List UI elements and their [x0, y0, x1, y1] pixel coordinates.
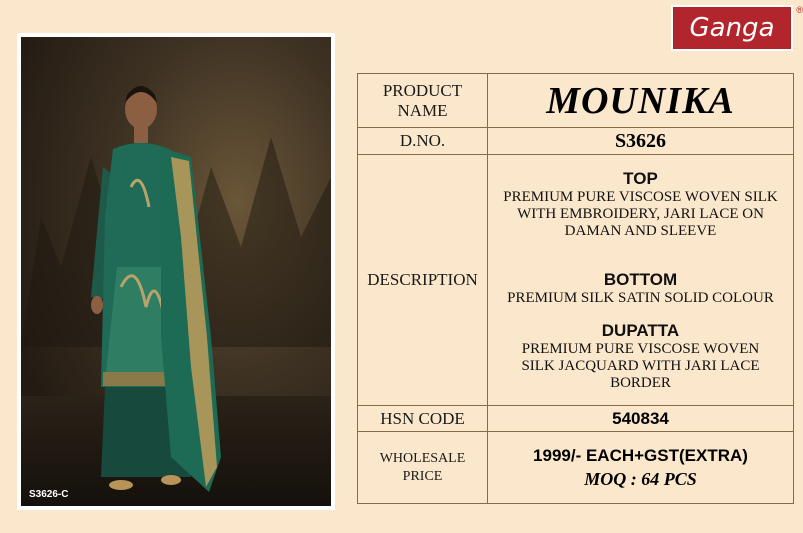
description-label: DESCRIPTION [358, 155, 488, 406]
top-text: PREMIUM PURE VISCOSE WOVEN SILK WITH EMBROIDERY, JARI LACE ON DAMAN AND SLEEVE [503, 188, 778, 239]
top-heading: TOP [623, 168, 658, 188]
row-dno [358, 128, 794, 155]
row-description [358, 155, 794, 406]
row-product-name [358, 74, 794, 128]
bottom-heading: BOTTOM [603, 269, 678, 289]
dno-value: S3626 [488, 128, 794, 155]
dno-label: D.NO. [358, 128, 488, 155]
registered-mark: ® [796, 5, 803, 15]
wholesale-cell [488, 432, 794, 504]
hsn-label: HSN CODE [358, 406, 488, 432]
bottom-text: PREMIUM SILK SATIN SOLID COLOUR [507, 289, 774, 306]
product-photo-frame [17, 33, 335, 510]
brand-name: Ganga [689, 13, 775, 43]
row-hsn [358, 406, 794, 432]
model-figure [21, 37, 331, 506]
product-name-value: MOUNIKA [488, 74, 794, 128]
hsn-value: 540834 [488, 406, 794, 432]
product-name-label: PRODUCT NAME [358, 74, 488, 128]
dupatta-heading: DUPATTA [601, 320, 680, 340]
dupatta-text: PREMIUM PURE VISCOSE WOVEN SILK JACQUARD WITH JARI LACE BORDER [521, 340, 760, 391]
row-wholesale [358, 432, 794, 504]
moq-value: MOQ : 64 PCS [584, 468, 697, 489]
description-cell [488, 155, 794, 406]
product-info-table [357, 73, 794, 504]
wholesale-label: WHOLESALE PRICE [358, 432, 488, 504]
price-value: 1999/- EACH+GST(EXTRA) [533, 445, 748, 465]
brand-logo [671, 5, 803, 51]
product-photo [21, 37, 331, 506]
photo-design-code: S3626-C [29, 489, 69, 500]
